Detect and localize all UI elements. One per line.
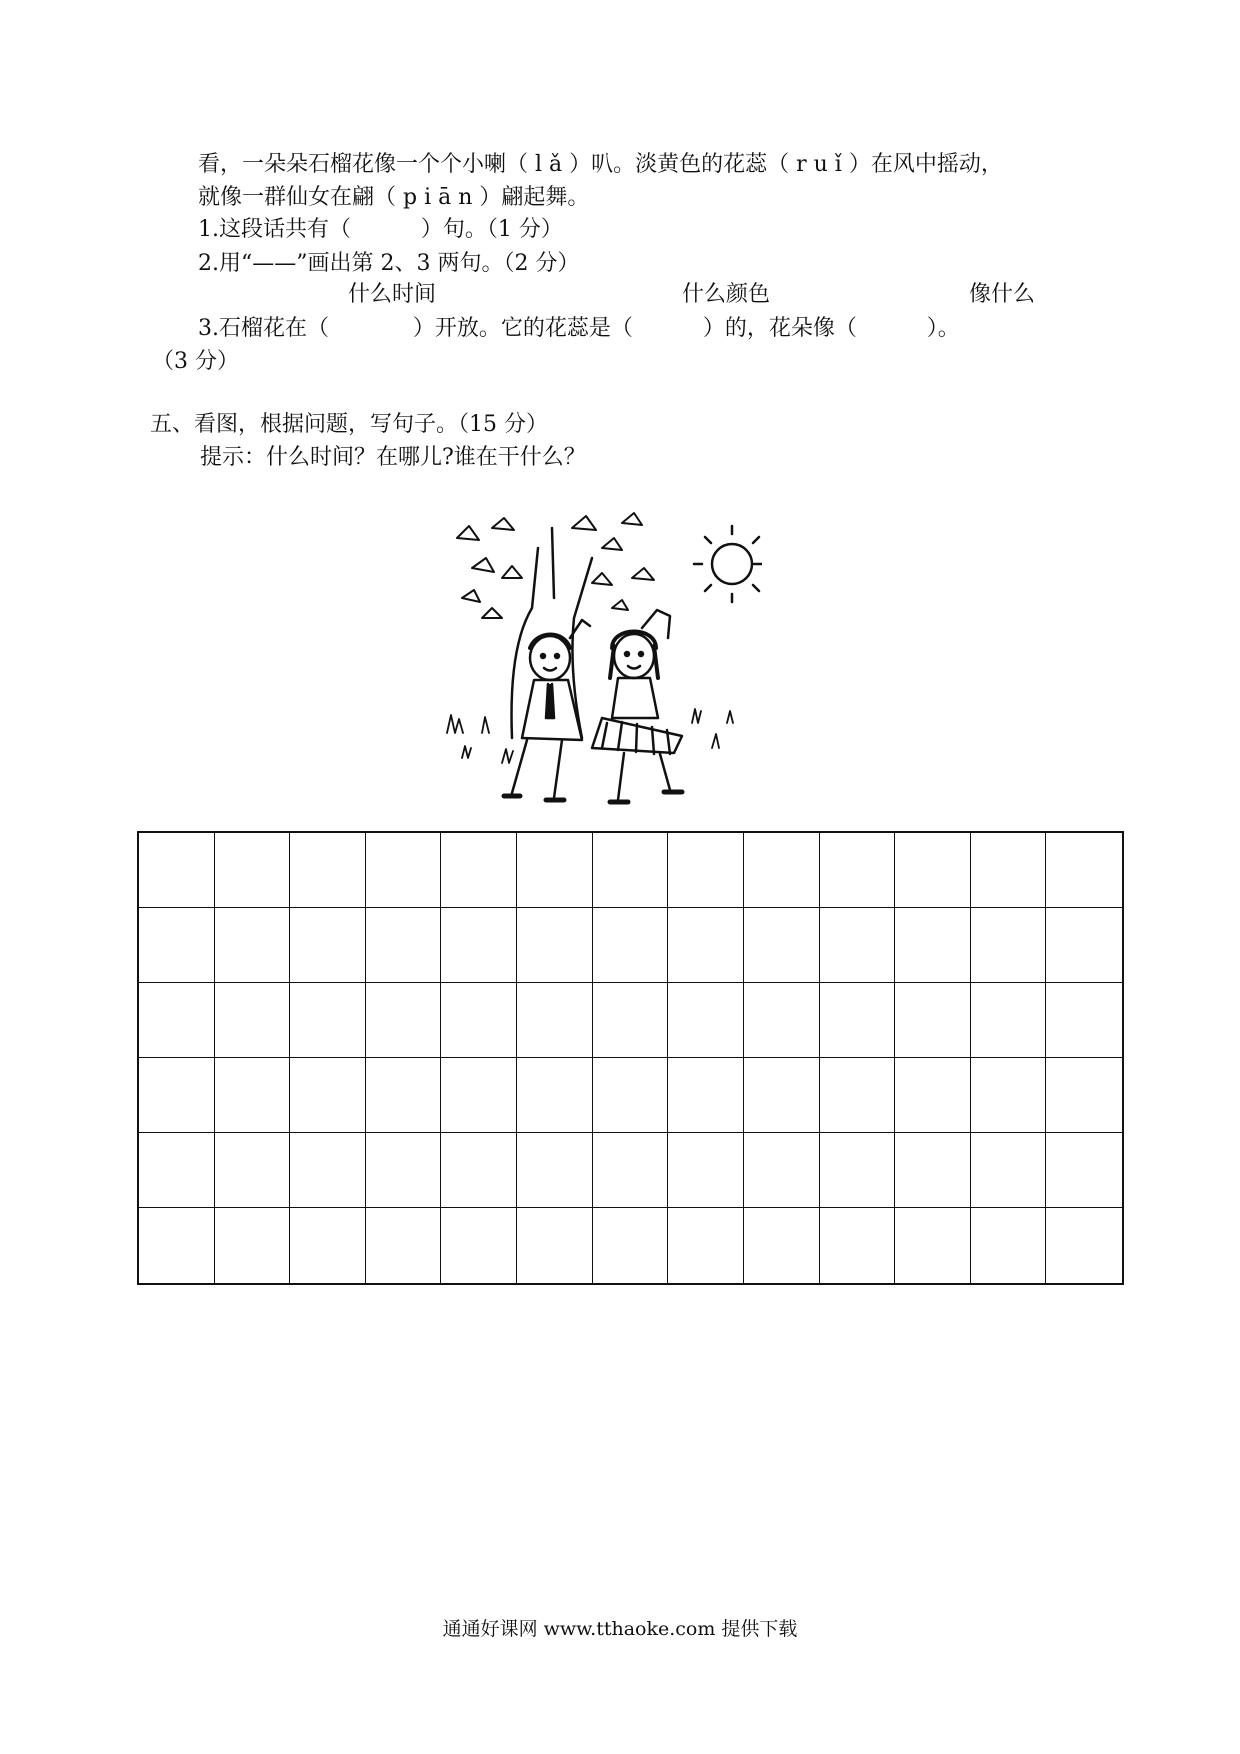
grid-cell[interactable] [820,908,896,983]
grid-cell[interactable] [517,908,593,983]
grid-cell[interactable] [593,983,669,1058]
grid-cell[interactable] [593,1133,669,1208]
hint-like: 像什么 [969,282,1036,307]
grid-cell[interactable] [517,983,593,1058]
grid-cell[interactable] [215,1208,291,1283]
question-3-score: （3 分） [152,349,239,374]
grid-cell[interactable] [971,1208,1047,1283]
grid-cell[interactable] [215,983,291,1058]
grid-cell[interactable] [1046,983,1122,1058]
grid-cell[interactable] [290,1208,366,1283]
grid-cell[interactable] [971,1058,1047,1133]
grid-cell[interactable] [290,983,366,1058]
grid-cell[interactable] [1046,1058,1122,1133]
footer-source: 通通好课网 www.tthaoke.com 提供下载 [442,1618,798,1640]
grid-cell[interactable] [895,1058,971,1133]
grid-cell[interactable] [668,983,744,1058]
grid-cell[interactable] [668,908,744,983]
hint-when: 什么时间 [348,282,437,307]
grid-cell[interactable] [517,1208,593,1283]
grid-cell[interactable] [517,833,593,908]
section-5-prompt: 提示：什么时间？在哪儿?谁在干什么？ [200,445,586,470]
grid-cell[interactable] [1046,1133,1122,1208]
grid-cell[interactable] [1046,833,1122,908]
grass [447,709,733,763]
children-under-tree-illustration [442,508,762,818]
grid-cell[interactable] [139,908,215,983]
girl-figure [592,610,682,802]
grid-cell[interactable] [895,1133,971,1208]
passage-line-2: 就像一群仙女在翩（ p i ā n ）翩起舞。 [198,185,590,210]
grid-cell[interactable] [744,983,820,1058]
sun-icon [694,526,762,602]
grid-cell[interactable] [441,908,517,983]
grid-cell[interactable] [517,1058,593,1133]
grid-cell[interactable] [820,1058,896,1133]
grid-cell[interactable] [820,1133,896,1208]
grid-cell[interactable] [744,833,820,908]
grid-cell[interactable] [971,1133,1047,1208]
question-2: 2.用“——”画出第 2、3 两句。（2 分） [198,251,580,276]
grid-cell[interactable] [366,908,442,983]
grid-cell[interactable] [441,983,517,1058]
grid-cell[interactable] [1046,908,1122,983]
grid-cell[interactable] [517,1133,593,1208]
grid-cell[interactable] [441,833,517,908]
grid-cell[interactable] [215,1058,291,1133]
grid-cell[interactable] [441,1058,517,1133]
grid-cell[interactable] [895,1208,971,1283]
grid-cell[interactable] [668,1208,744,1283]
tree-leaves [457,513,654,618]
grid-cell[interactable] [215,908,291,983]
grid-cell[interactable] [366,1208,442,1283]
grid-cell[interactable] [971,833,1047,908]
grid-cell[interactable] [668,833,744,908]
grid-cell[interactable] [290,1058,366,1133]
grid-cell[interactable] [895,983,971,1058]
grid-cell[interactable] [971,983,1047,1058]
grid-cell[interactable] [744,1208,820,1283]
grid-cell[interactable] [971,908,1047,983]
grid-cell[interactable] [366,833,442,908]
hint-color: 什么颜色 [682,282,771,307]
grid-cell[interactable] [139,983,215,1058]
grid-cell[interactable] [366,1058,442,1133]
section-5-title: 五、看图，根据问题，写句子。（15 分） [150,412,548,437]
grid-cell[interactable] [139,1058,215,1133]
grid-cell[interactable] [820,983,896,1058]
question-1: 1.这段话共有（ ）句。（1 分） [198,217,563,242]
grid-cell[interactable] [895,833,971,908]
grid-cell[interactable] [820,1208,896,1283]
grid-cell[interactable] [668,1058,744,1133]
grid-cell[interactable] [366,1133,442,1208]
grid-cell[interactable] [593,908,669,983]
grid-cell[interactable] [744,1058,820,1133]
grid-cell[interactable] [290,833,366,908]
passage-line-1: 看，一朵朵石榴花像一个个小喇（ l ǎ ）叭。淡黄色的花蕊（ r u ǐ ）在风中摇动， [198,152,1003,177]
grid-cell[interactable] [593,1208,669,1283]
grid-cell[interactable] [744,1133,820,1208]
grid-cell[interactable] [895,908,971,983]
grid-cell[interactable] [441,1133,517,1208]
grid-cell[interactable] [290,908,366,983]
grid-cell[interactable] [744,908,820,983]
grid-cell[interactable] [668,1133,744,1208]
grid-cell[interactable] [820,833,896,908]
grid-cell[interactable] [215,833,291,908]
writing-grid[interactable] [137,831,1124,1285]
grid-cell[interactable] [593,833,669,908]
grid-cell[interactable] [441,1208,517,1283]
grid-cell[interactable] [366,983,442,1058]
grid-cell[interactable] [215,1133,291,1208]
grid-cell[interactable] [139,833,215,908]
question-3: 3.石榴花在（ ）开放。它的花蕊是（ ）的，花朵像（ ）。 [198,316,960,341]
grid-cell[interactable] [139,1133,215,1208]
grid-cell[interactable] [290,1133,366,1208]
grid-cell[interactable] [1046,1208,1122,1283]
grid-cell[interactable] [593,1058,669,1133]
grid-cell[interactable] [139,1208,215,1283]
